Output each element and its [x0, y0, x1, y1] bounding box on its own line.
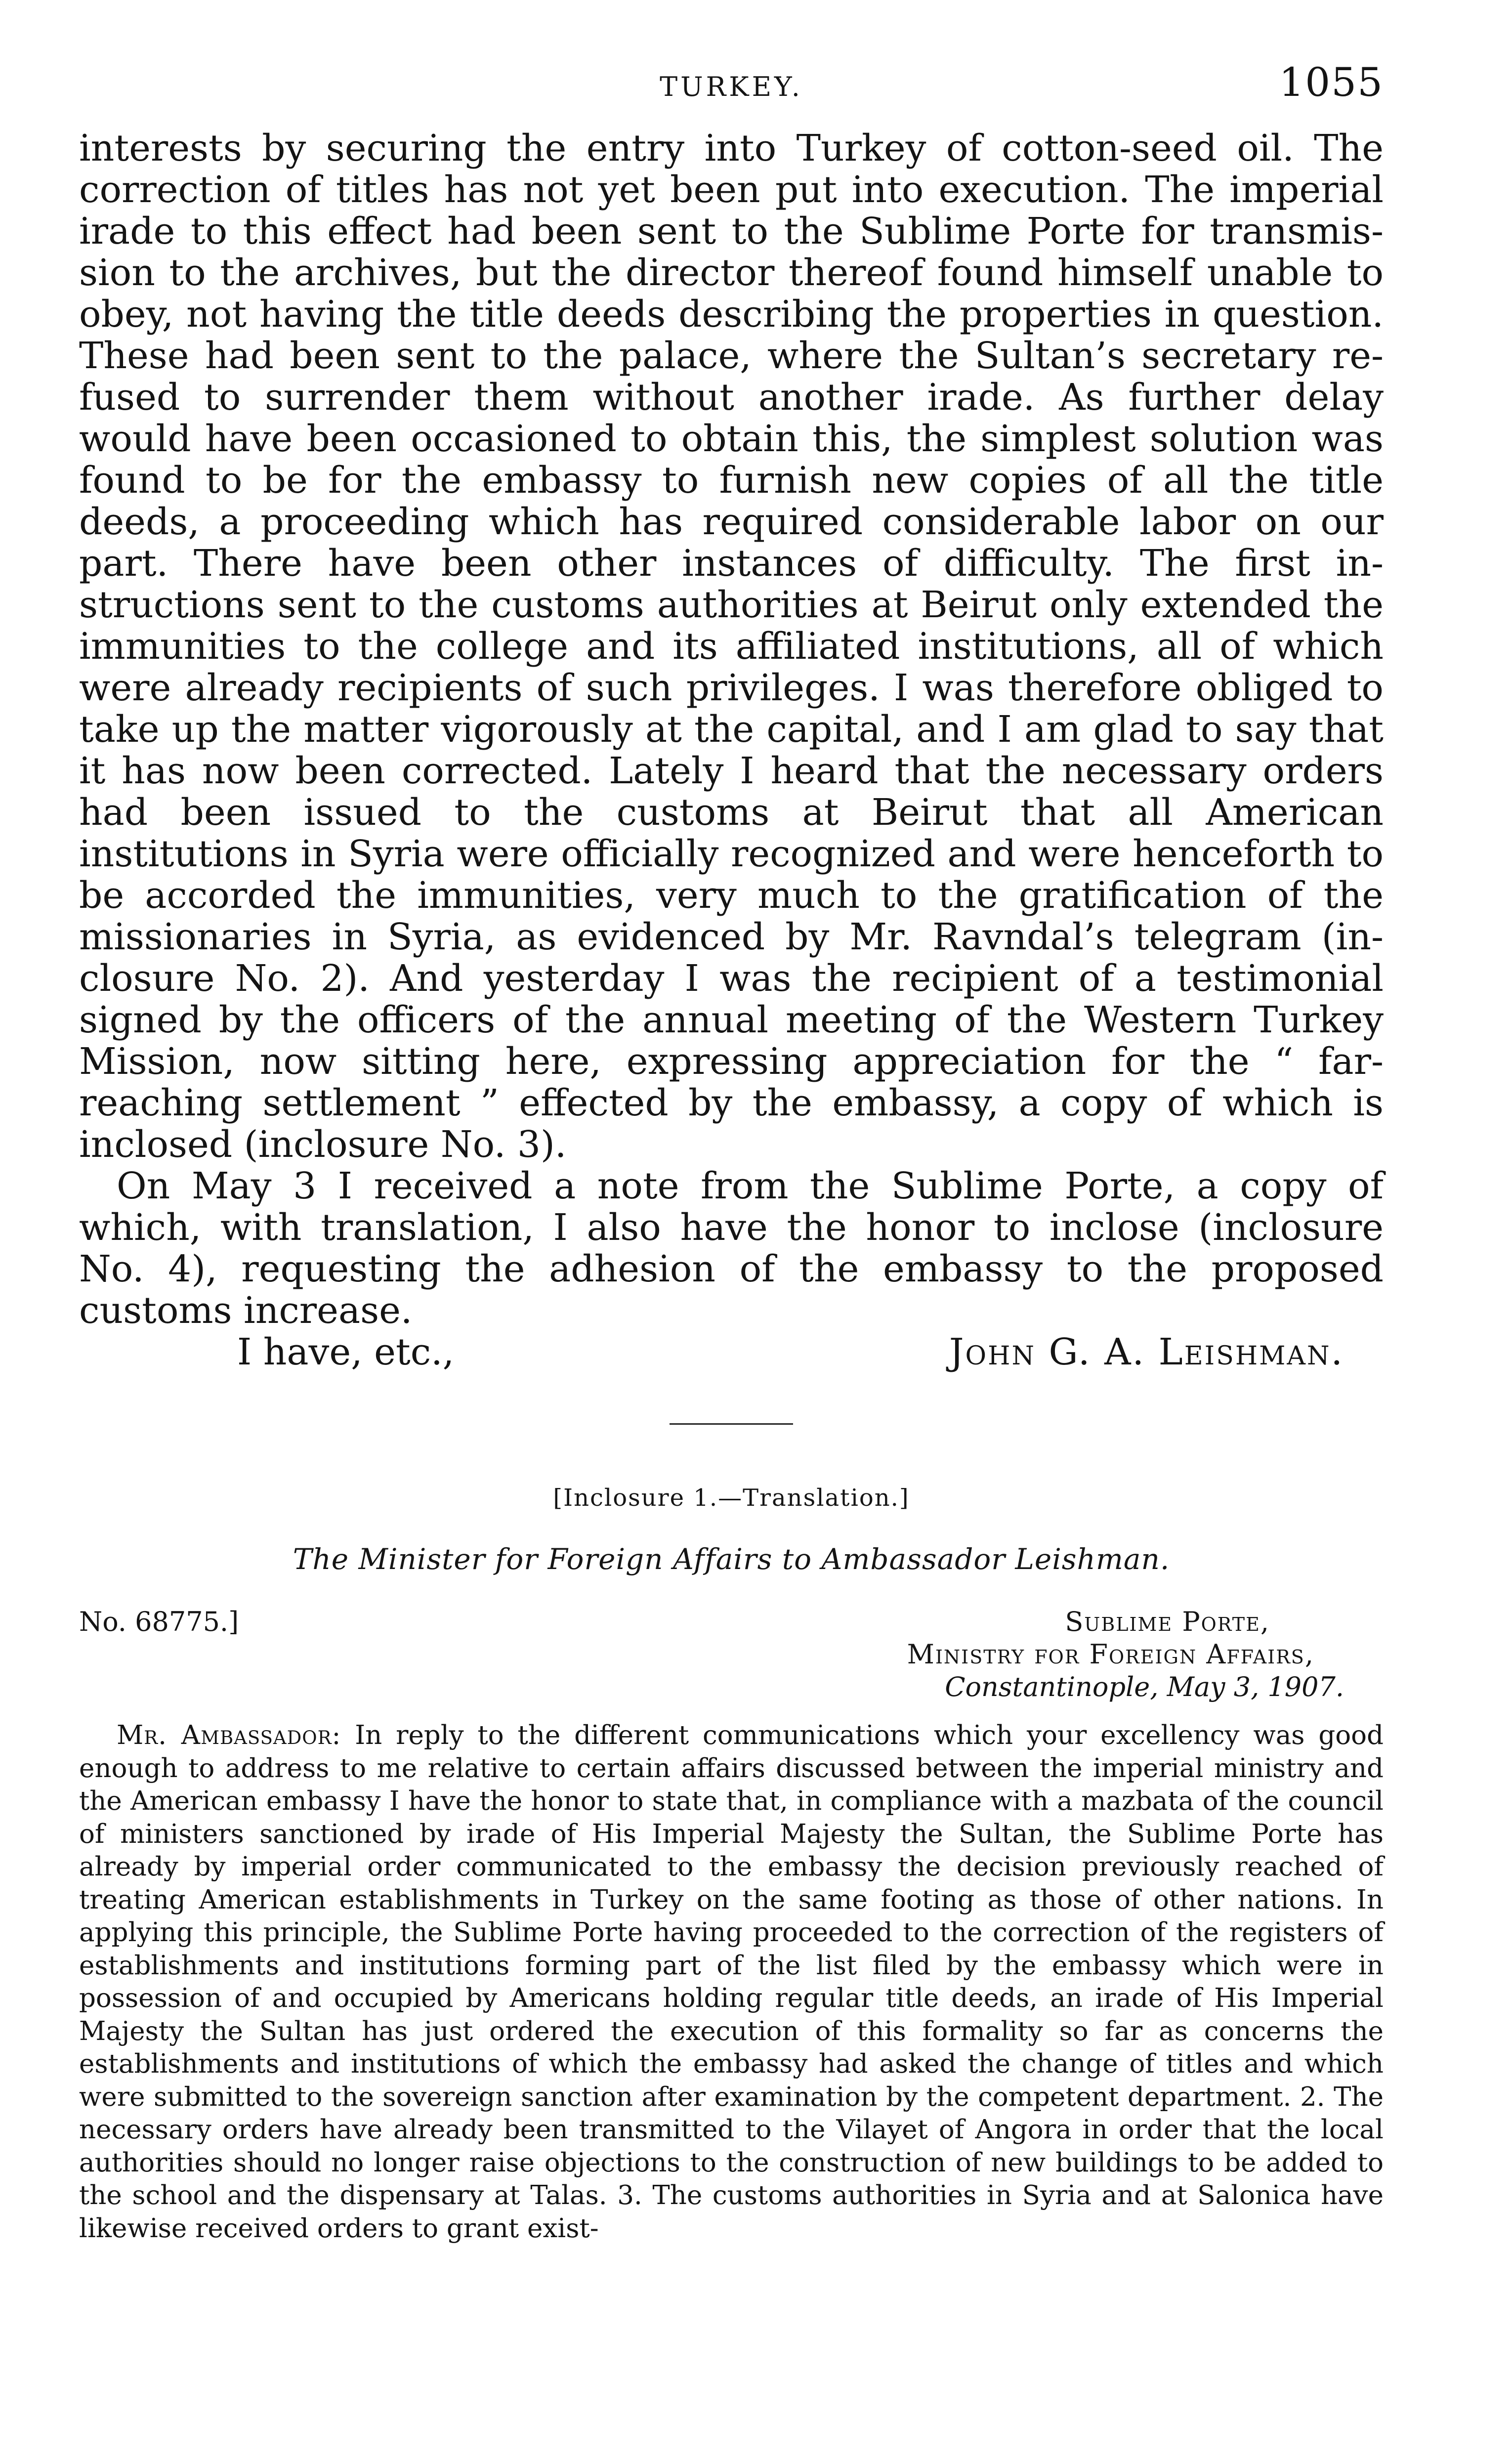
main-paragraph-2: On May 3 I received a note from the Sublime Porte, a copy of which, with translation, I also have the honor to inclose (inclosure No. 4), requesting the adhesion of the embassy to the proposed customs increase.	[79, 1165, 1384, 1332]
running-head	[79, 59, 1384, 114]
inclosure-label: [Inclosure 1.—Translation.]	[553, 1484, 910, 1512]
signature: John G. A. Leishman.	[949, 1331, 1344, 1373]
inclosure-body	[79, 1719, 1384, 2245]
reference-number: No. 68775.]	[79, 1606, 239, 1637]
running-title: TURKEY.	[660, 71, 803, 102]
document-page	[79, 59, 1384, 2245]
salutation: Mr. Ambassador:	[117, 1720, 341, 1750]
address-line-2: Ministry for Foreign Affairs,	[907, 1639, 1314, 1670]
section-divider	[670, 1423, 793, 1425]
closing-phrase: I have, etc.,	[237, 1331, 455, 1373]
page-number: 1055	[1279, 59, 1384, 105]
place-and-date: Constantinople, May 3, 1907.	[945, 1671, 1344, 1702]
address-block	[79, 1606, 1384, 1714]
inclosure-body-text: In reply to the different communications which your excellency was good enough to address to me relative to certain affairs discussed between the imperial ministry and the American embassy I have the honor to state that, in compliance with a mazbata of the council of ministers sanctioned by irade of His Imperial Majesty the Sultan, the Sublime Porte has already by imperial order communicated to the embassy the decision previously reached of treating American establishments in Turkey on the same footing as those of other nations. In applying this principle, the Sublime Porte having proceeded to the correction of the registers of establishments and institutions forming part of the list filed by the embassy which were in possession of and occupied by Americans holding regular title deeds, an irade of His Imperial Majesty the Sultan has just ordered the execution of this formality so far as concerns the establishments and institutions of which the embassy had asked the change of titles and which were submitted to the sovereign sanction after examination by the competent department. 2. The necessary orders have already been transmitted to the Vilayet of Angora in order that the local authorities should no longer raise objections to the construction of new buildings to be added to the school and the dispensary at Talas. 3. The customs authorities in Syria and at Salonica have likewise received orders to grant exist-	[79, 1720, 1384, 2244]
main-paragraph-1: interests by securing the entry into Turkey of cotton-seed oil. The correction of titles has not yet been put into execution. The imperial irade to this effect had been sent to the Sublime Porte for transmission to the archives, but the director thereof found himself unable to obey, not having the title deeds describing the properties in question. These had been sent to the palace, where the Sultan’s secretary refused to surrender them without another irade. As further delay would have been occasioned to obtain this, the simplest solution was found to be for the embassy to furnish new copies of all the title deeds, a proceeding which has required considerable labor on our part. There have been other instances of difficulty. The first instructions sent to the customs authorities at Beirut only extended the immunities to the college and its affiliated institutions, all of which were already recipients of such privileges. I was therefore obliged to take up the matter vigorously at the capital, and I am glad to say that it has now been corrected. Lately I heard that the necessary orders had been issued to the customs at Beirut that all American institutions in Syria were officially recognized and were henceforth to be accorded the immunities, very much to the gratification of the missionaries in Syria, as evidenced by Mr. Ravndal’s telegram (inclosure No. 2). And yesterday I was the recipient of a testimonial signed by the officers of the annual meeting of the Western Turkey Mission, now sitting here, expressing appreciation for the “ far-reaching settlement ” effected by the embassy, a copy of which is inclosed (inclosure No. 3).	[79, 127, 1384, 1166]
main-letter-body	[79, 127, 1384, 1331]
address-line-1: Sublime Porte,	[1065, 1606, 1270, 1637]
letter-closing	[79, 1331, 1384, 1374]
inclosure-paragraph	[79, 1719, 1384, 2245]
inclosure-heading: The Minister for Foreign Affairs to Ambassador Leishman.	[293, 1542, 1170, 1576]
sender-address	[907, 1606, 1344, 1703]
